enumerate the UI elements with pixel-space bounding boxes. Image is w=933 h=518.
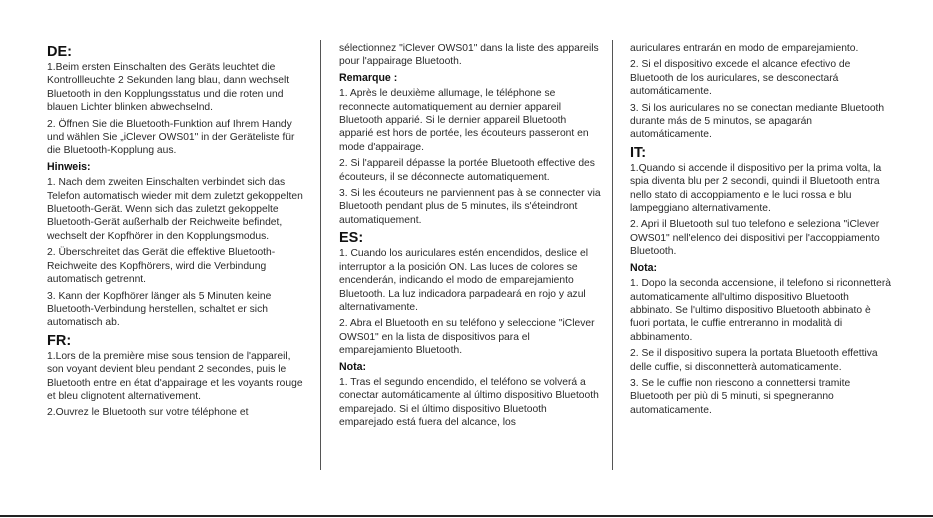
fr-step-2-continued: sélectionnez "iClever OWS01" dans la liste des appareils pour l'appairage Bluetooth. — [339, 43, 599, 68]
de-note-1: 1. Nach dem zweiten Einschalten verbindet sich das Telefon automatisch wieder mit dem zuletzt gekoppelten Bluetooth-Gerät. Wenn sich das zuletzt gekoppelte Bluetooth-Gerät außerhalb der Reichweite befindet, wechselt der Kopfhörer in den Kopplungsmodus. — [47, 177, 303, 242]
it-note-2: 2. Se il dispositivo supera la portata Bluetooth effettiva delle cuffie, si disconnetterà automaticamente. — [630, 348, 878, 373]
es-step-1: 1. Cuando los auriculares estén encendidos, deslice el interruptor a la posición ON. Las luces de colores se encenderán, indicando el modo de emparejamiento Bluetooth. La luz indicadora parpadeará en rojo y azul alternativamente. — [339, 248, 588, 313]
de-step-1: 1.Beim ersten Einschalten des Geräts leuchtet die Kontrollleuchte 2 Sekunden lang blau, dann wechselt Bluetooth in den Kopplungsstatus und die roten und blauen Lichter blinken abwechselnd. — [47, 62, 290, 114]
fr-note-3: 3. Si les écouteurs ne parviennent pas à se connecter via Bluetooth pendant plus de 5 minutes, ils s'éteindront automatiquement. — [339, 188, 601, 226]
es-note-1-continued: auriculares entrarán en modo de emparejamiento. — [630, 43, 859, 54]
de-note-heading: Hinweis: — [47, 160, 91, 173]
de-note-2: 2. Überschreitet das Gerät die effektive Bluetooth-Reichweite des Kopfhörers, wird die Verbindung automatisch getrennt. — [47, 247, 276, 286]
es-note-3: 3. Si los auriculares no se conectan mediante Bluetooth durante más de 5 minutos, se apagarán automáticamente. — [630, 102, 885, 141]
it-note-heading: Nota: — [630, 261, 658, 274]
it-step-2: 2. Apri il Bluetooth sul tuo telefono e seleziona "iClever OWS01" nell'elenco dei dispositivi per l'accoppiamento Bluetooth. — [630, 219, 880, 258]
section-heading-it: IT: — [630, 144, 647, 161]
es-step-2: 2. Abra el Bluetooth en su teléfono y seleccione "iClever OWS01" en la lista de dispositivos para el emparejamiento Bluetooth. — [339, 318, 595, 357]
column-middle — [339, 42, 601, 433]
fr-step-2: 2.Ouvrez le Bluetooth sur votre téléphone et — [47, 407, 249, 419]
fr-note-heading: Remarque : — [339, 71, 398, 84]
fr-note-2: 2. Si l'appareil dépasse la portée Bluetooth effective des écouteurs, il se déconnecte automatiquement. — [339, 158, 595, 183]
it-step-1: 1.Quando si accende il dispositivo per la prima volta, la spia diventa blu per 2 secondi, quindi il Bluetooth entra nello stato di accoppiamento e le luci rossa e blu lampeggiano alternativamente. — [630, 162, 882, 215]
column-left — [47, 42, 309, 423]
column-divider-2 — [612, 40, 613, 470]
section-heading-es: ES: — [339, 230, 364, 247]
column-right — [630, 42, 892, 420]
es-note-1: 1. Tras el segundo encendido, el teléfono se volverá a conectar automáticamente al último dispositivo Bluetooth emparejado. Si el último dispositivo Bluetooth emparejado está fuera del alcance, los — [339, 376, 599, 429]
fr-step-1: 1.Lors de la première mise sous tension de l'appareil, son voyant devient bleu pendant 2 secondes, puis le Bluetooth entre en état d'appairage et les voyants rouge et bleu clignotent alternativement. — [47, 350, 303, 402]
es-note-2: 2. Si el dispositivo excede el alcance efectivo de Bluetooth de los auriculares, se desconectará automáticamente. — [630, 59, 851, 98]
bottom-rule — [0, 515, 933, 517]
de-step-2: 2. Öffnen Sie die Bluetooth-Funktion auf Ihrem Handy und wählen Sie „iClever OWS01" in der Geräteliste für die Bluetooth-Kopplung aus. — [47, 118, 295, 157]
fr-note-1: 1. Après le deuxième allumage, le téléphone se reconnecte automatiquement au dernier appareil Bluetooth apparié. Si le dernier appareil Bluetooth apparié est hors de portée, les écouteurs passeront en mode d'appairage. — [339, 88, 589, 153]
column-divider-1 — [320, 40, 321, 470]
section-heading-fr: FR: — [47, 332, 72, 349]
de-note-3: 3. Kann der Kopfhörer länger als 5 Minuten keine Bluetooth-Verbindung herstellen, schaltet er sich automatisch ab. — [47, 290, 272, 329]
es-note-heading: Nota: — [339, 360, 367, 373]
section-heading-de: DE: — [47, 44, 72, 60]
it-note-1: 1. Dopo la seconda accensione, il telefono si riconnetterà automaticamente all'ultimo dispositivo Bluetooth abbinato. Se l'ultimo dispositivo Bluetooth abbinato è fuori portata, le cuffie entreranno in modalità di abbinamento. — [630, 278, 892, 343]
it-note-3: 3. Se le cuffie non riescono a connettersi tramite Bluetooth per più di 5 minuti, si spegneranno automaticamente. — [630, 377, 851, 416]
